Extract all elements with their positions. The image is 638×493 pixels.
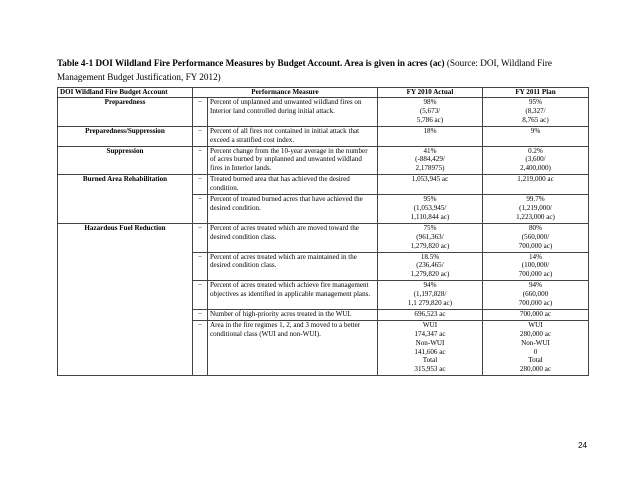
fy2010-value-cell <box>378 223 483 252</box>
bullet-marker: − <box>193 281 208 310</box>
fy2010-value-line: 5,786 ac) <box>416 115 444 124</box>
fy2010-value-line: WUI <box>422 320 438 329</box>
budget-account-cell: Preparedness/Suppression <box>58 126 193 146</box>
bullet-marker: − <box>193 175 208 195</box>
table-body <box>58 98 589 376</box>
fy2011-value-line: 14% <box>528 252 542 261</box>
table-row <box>58 126 589 146</box>
performance-measure-cell: Percent of treated burned acres that have achieved the desired condition. <box>208 195 378 224</box>
bullet-marker: − <box>193 223 208 252</box>
fy2011-value-cell <box>483 175 589 195</box>
fy2010-value-cell <box>378 175 483 195</box>
header-budget-account: DOI Wildland Fire Budget Account <box>58 88 193 98</box>
fy2011-value-line: Total <box>528 356 543 365</box>
fy2011-value-line: 0 <box>533 347 538 356</box>
table-row <box>58 175 589 195</box>
fy2010-value-line: 98% <box>423 98 437 106</box>
table-row <box>58 98 589 127</box>
fy2010-value-line: (1,197,828/ <box>413 290 447 299</box>
fy2011-value-cell <box>483 309 589 320</box>
fy2010-value-line: 95% <box>423 195 437 204</box>
fy2011-value-line: 1,223,000 ac) <box>516 212 555 221</box>
fy2011-value-cell <box>483 281 589 310</box>
bullet-marker: − <box>193 195 208 224</box>
fy2011-value-line: 1,219,000 ac <box>517 175 554 184</box>
performance-measure-cell: Percent change from the 10-year average in the number of acres burned by unplanned and unwanted wildland fires in Interior lands. <box>208 146 378 175</box>
fy2011-value-line: 700,000 ac <box>519 309 552 318</box>
fy2011-value-cell <box>483 98 589 127</box>
fy2010-value-line: 2,178975) <box>415 164 445 173</box>
fy2011-value-line: 280,000 ac <box>519 329 552 338</box>
fy2011-value-line: 280,000 ac <box>519 365 552 374</box>
page-number: 24 <box>578 441 587 450</box>
fy2010-value-line: (1,053,945/ <box>413 203 447 212</box>
fy2010-value-line: 696,523 ac <box>414 309 446 318</box>
caption-source: (Source: DOI, Wildland Fire Management Budget Justification, FY 2012) <box>57 58 552 82</box>
fy2011-value-line: 94% <box>528 281 542 290</box>
fy2010-value-line: 174,347 ac <box>414 329 446 338</box>
fy2011-value-cell <box>483 223 589 252</box>
table-header-row <box>58 88 589 98</box>
bullet-marker: − <box>193 309 208 320</box>
fy2011-value-line: 95% <box>528 98 542 106</box>
performance-measure-cell: Area in the fire regimes 1, 2, and 3 moved to a better conditional class (WUI and non-WUI). <box>208 320 378 375</box>
fy2010-value-cell <box>378 320 483 375</box>
budget-account-cell: Suppression <box>58 146 193 175</box>
header-performance-measure: Performance Measure <box>193 88 378 98</box>
fy2011-value-line: (8,327/ <box>525 106 546 115</box>
fy2010-value-line: (961,363/ <box>416 232 444 241</box>
fy2011-value-line: 99.7% <box>526 195 545 204</box>
performance-measure-cell: Percent of acres treated which are maintained in the desired condition class. <box>208 252 378 281</box>
performance-measure-cell: Percent of all fires not contained in initial attack that exceed a stratified cost index. <box>208 126 378 146</box>
budget-account-cell: Hazardous Fuel Reduction <box>58 223 193 376</box>
performance-measure-cell: Percent of unplanned and unwanted wildland fires on Interior land controlled during initial attack. <box>208 98 378 127</box>
fy2010-value-line: 41% <box>423 146 437 155</box>
bullet-marker: − <box>193 126 208 146</box>
table-row <box>58 146 589 175</box>
fy2010-value-line: 1,1 279,820 ac) <box>407 299 453 308</box>
bullet-marker: − <box>193 320 208 375</box>
fy2010-value-line: 18.5% <box>420 252 440 261</box>
fy2011-value-cell <box>483 126 589 146</box>
fy2011-value-line: (660,000 <box>522 290 549 299</box>
fy2010-value-line: 141,606 ac <box>414 347 446 356</box>
fy2011-value-line: 80% <box>528 223 542 232</box>
fy2011-value-line: Non-WUI <box>521 338 550 347</box>
fy2011-value-line: (560,000/ <box>521 232 550 241</box>
fy2010-value-line: 1,053,945 ac <box>411 175 449 184</box>
performance-measures-table <box>57 87 589 376</box>
fy2010-value-line: Total <box>422 356 438 365</box>
fy2010-value-line: 75% <box>423 223 437 232</box>
fy2010-value-cell <box>378 252 483 281</box>
fy2010-value-line: (236,465/ <box>416 261 444 270</box>
fy2011-value-line: 0.2% <box>528 146 543 155</box>
fy2010-value-cell <box>378 281 483 310</box>
fy2011-value-line: 700,000 ac) <box>518 299 553 308</box>
fy2010-value-line: 1,279,820 ac) <box>410 270 450 279</box>
fy2010-value-line: 94% <box>423 281 437 290</box>
fy2011-value-line: 700,000 ac) <box>518 241 553 250</box>
fy2011-value-cell <box>483 320 589 375</box>
fy2010-value-line: 315,953 ac <box>414 365 446 374</box>
header-fy2010-actual: FY 2010 Actual <box>378 88 483 98</box>
fy2010-value-cell <box>378 146 483 175</box>
fy2011-value-line: 2,400,000) <box>520 164 551 173</box>
performance-measure-cell: Treated burned area that has achieved the desired condition. <box>208 175 378 195</box>
fy2010-value-line: 1,110,844 ac) <box>410 212 450 221</box>
budget-account-cell: Preparedness <box>58 98 193 127</box>
fy2011-value-cell <box>483 195 589 224</box>
header-fy2011-plan: FY 2011 Plan <box>483 88 589 98</box>
table-row <box>58 223 589 252</box>
fy2011-value-cell <box>483 146 589 175</box>
fy2010-value-cell <box>378 126 483 146</box>
fy2010-value-line: Non-WUI <box>415 338 445 347</box>
fy2011-value-line: 9% <box>530 126 541 135</box>
performance-measure-cell: Percent of acres treated which are moved toward the desired condition class. <box>208 223 378 252</box>
fy2010-value-line: 1,279,820 ac) <box>410 241 450 250</box>
fy2011-value-line: WUI <box>528 320 543 329</box>
fy2011-value-line: (100,000/ <box>521 261 550 270</box>
bullet-marker: − <box>193 146 208 175</box>
fy2011-value-line: (1,219,000/ <box>519 203 552 212</box>
bullet-marker: − <box>193 98 208 127</box>
fy2011-value-line: (3,600/ <box>525 155 546 164</box>
budget-account-cell: Burned Area Rehabilitation <box>58 175 193 224</box>
performance-measure-cell: Percent of acres treated which achieve fire management objectives as identified in applicable management plans. <box>208 281 378 310</box>
caption-title: Table 4-1 DOI Wildland Fire Performance Measures by Budget Account. Area is given in acres (ac) <box>57 58 445 68</box>
fy2010-value-line: (5,673/ <box>419 106 441 115</box>
fy2010-value-cell <box>378 98 483 127</box>
fy2010-value-line: 18% <box>423 126 437 135</box>
bullet-marker: − <box>193 252 208 281</box>
performance-measure-cell: Number of high-priority acres treated in the WUI. <box>208 309 378 320</box>
fy2011-value-line: 700,000 ac) <box>518 270 553 279</box>
fy2011-value-line: 8,765 ac) <box>522 115 549 124</box>
fy2010-value-cell <box>378 195 483 224</box>
fy2010-value-line: (-884,429/ <box>415 155 445 164</box>
fy2011-value-cell <box>483 252 589 281</box>
table-caption <box>57 56 587 84</box>
fy2010-value-cell <box>378 309 483 320</box>
